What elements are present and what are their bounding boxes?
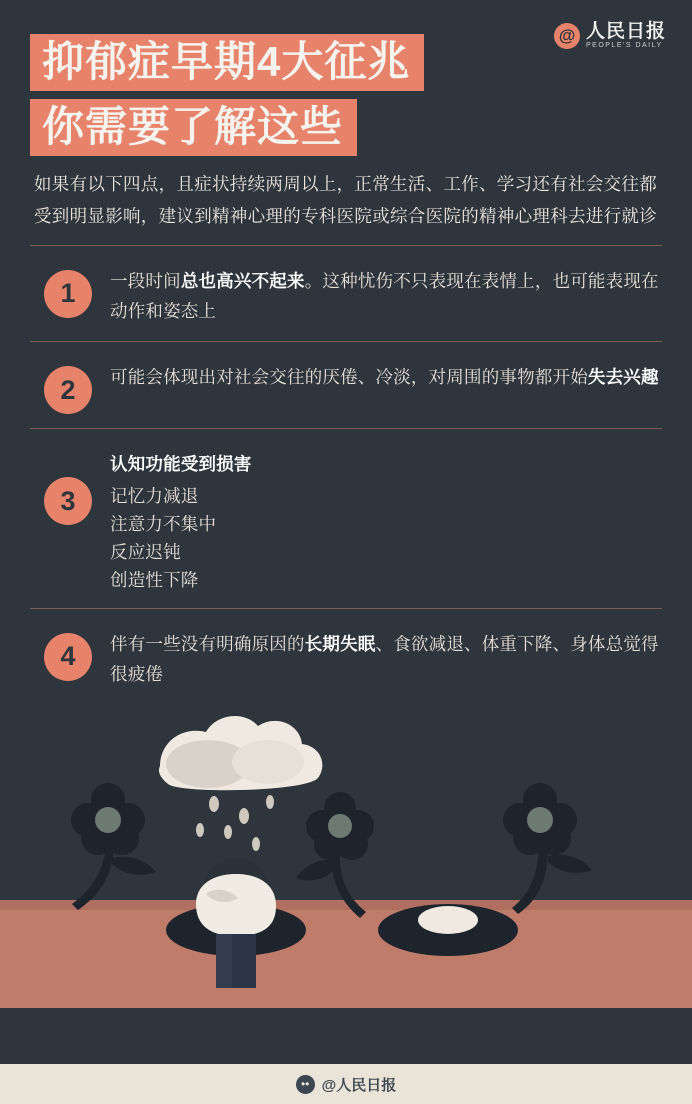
item-sub-line: 记忆力减退 [110,485,199,506]
list-item [30,342,662,429]
illustration-graphic [0,708,692,1008]
item-sub-line: 创造性下降 [110,569,199,590]
item-text-bold: 失去兴趣 [587,367,659,387]
item-body [110,623,662,690]
flower-icon [503,783,592,914]
item-text-bold: 总也高兴不起来 [180,270,305,291]
item-number-badge: 2 [44,366,92,414]
footer [0,1064,692,1104]
brand-logo [554,22,666,49]
item-text-after: 。这种忧伤不只表现在表情上，也可能表现在动作和姿态上 [110,270,659,322]
item-body [110,443,252,594]
page-title-line1: 抑郁症早期4大征兆 [30,34,424,91]
rain-cloud-icon [159,716,322,851]
flower-icon [296,792,374,918]
page-title-line2: 你需要了解这些 [30,99,357,156]
symptom-list [0,239,692,704]
illustration [0,708,692,1008]
hole-highlight [418,906,478,934]
brand-name [586,22,666,49]
item-text-before: 可能会体现出对社会交往的厌倦、冷淡，对周围的事物都开始 [110,367,588,387]
header [0,0,692,150]
intro-paragraph: 如果有以下四点，且症状持续两周以上，正常生活、工作、学习还有社会交往都受到明显影响，建议到精神心理的专科医院或综合医院的精神心理科去进行就诊 [34,174,657,227]
item-text-after: 、食欲减退、体重下降、身体总觉得很疲倦 [110,633,659,685]
person-figure [196,858,276,988]
weibo-icon: •• [296,1075,315,1094]
list-item [30,429,662,609]
brand-name-cn: 人民日报 [585,21,666,42]
list-item [30,609,662,704]
item-sub-line: 反应迟钝 [110,541,181,562]
flower-icon [71,783,156,910]
item-body [110,260,662,327]
item-number-badge: 4 [44,633,92,681]
item-heading: 认知功能受到损害 [110,454,252,474]
brand-name-en: PEOPLE'S DAILY [585,41,663,49]
item-text-bold: 长期失眠 [304,633,376,654]
item-sub-line: 注意力不集中 [110,513,217,534]
item-number-badge: 1 [44,270,92,318]
item-text-before: 伴有一些没有明确原因的 [110,633,305,654]
footer-handle: @人民日报 [321,1076,397,1094]
item-text-before: 一段时间 [110,270,181,291]
list-item [30,245,662,342]
item-number-badge: 3 [44,477,92,525]
at-icon: @ [554,23,580,49]
item-body [110,356,659,393]
